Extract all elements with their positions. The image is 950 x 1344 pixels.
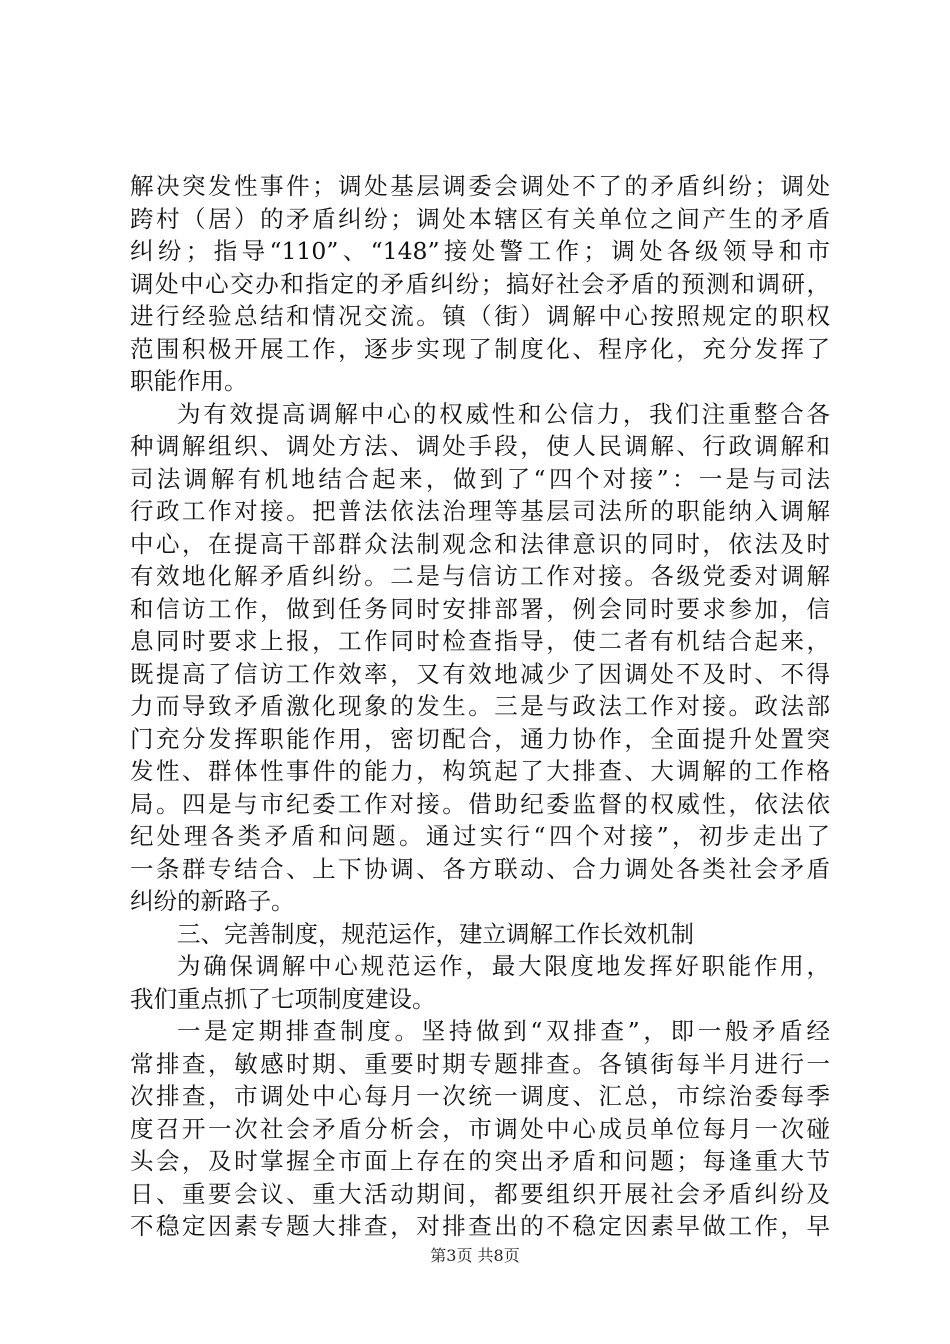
text-line: 纠纷的新路子。: [130, 887, 295, 915]
text-line: 常排查，敏感时期、重要时期专题排查。各镇街每半月进行一: [130, 1049, 830, 1078]
text-line: 局。四是与市纪委工作对接。借助纪委监督的权威性，依法依: [130, 789, 830, 818]
document-body: [130, 170, 830, 1243]
text-line: 次排查，市调处中心每月一次统一调度、汇总，市综治委每季: [130, 1082, 830, 1110]
text-line: 发性、群体性事件的能力，构筑起了大排查、大调解的工作格: [130, 757, 830, 785]
text-line: 为有效提高调解中心的权威性和公信力，我们注重整合各: [177, 399, 830, 428]
text-line: 进行经验总结和情况交流。镇（街）调解中心按照规定的职权: [130, 302, 830, 330]
text-line: 一条群专结合、上下协调、各方联动、合力调处各类社会矛盾: [130, 854, 830, 883]
text-line: 为确保调解中心规范运作，最大限度地发挥好职能作用，: [177, 952, 830, 980]
text-line: 力而导致矛盾激化现象的发生。三是与政法工作对接。政法部: [130, 692, 830, 720]
text-line: 调处中心交办和指定的矛盾纠纷；搞好社会矛盾的预测和调研，: [130, 269, 830, 298]
text-line: 我们重点抓了七项制度建设。: [130, 984, 436, 1013]
text-line: 门充分发挥职能作用，密切配合，通力协作，全面提升处置突: [130, 724, 830, 753]
text-line: 范围积极开展工作，逐步实现了制度化、程序化，充分发挥了: [130, 334, 830, 363]
text-line: 三、完善制度，规范运作，建立调解工作长效机制: [177, 919, 694, 948]
text-line: 解决突发性事件；调处基层调委会调处不了的矛盾纠纷；调处: [130, 172, 830, 200]
page-footer: 第3页 共8页: [430, 1246, 520, 1265]
text-line: 跨村（居）的矛盾纠纷；调处本辖区有关单位之间产生的矛盾: [130, 204, 830, 233]
text-line: 一是定期排查制度。坚持做到“双排查”，即一般矛盾经: [177, 1017, 830, 1045]
text-line: 度召开一次社会矛盾分析会，市调处中心成员单位每月一次碰: [130, 1114, 830, 1143]
text-line: 有效地化解矛盾纠纷。二是与信访工作对接。各级党委对调解: [130, 562, 830, 590]
text-line: 不稳定因素专题大排查，对排查出的不稳定因素早做工作，早: [130, 1212, 830, 1240]
text-line: 日、重要会议、重大活动期间，都要组织开展社会矛盾纠纷及: [130, 1179, 830, 1208]
text-line: 既提高了信访工作效率，又有效地减少了因调处不及时、不得: [130, 659, 830, 688]
text-line: 和信访工作，做到任务同时安排部署，例会同时要求参加，信: [130, 594, 830, 623]
text-line: 头会，及时掌握全市面上存在的突出矛盾和问题；每逢重大节: [130, 1147, 830, 1175]
text-line: 司法调解有机地结合起来，做到了“四个对接”：一是与司法: [130, 464, 830, 493]
text-line: 纠纷；指导“110”、“148”接处警工作；调处各级领导和市: [130, 237, 830, 265]
text-line: 种调解组织、调处方法、调处手段，使人民调解、行政调解和: [130, 432, 830, 460]
text-line: 中心，在提高干部群众法制观念和法律意识的同时，依法及时: [130, 529, 830, 558]
text-line: 纪处理各类矛盾和问题。通过实行“四个对接”，初步走出了: [130, 822, 830, 850]
text-line: 息同时要求上报，工作同时检查指导，使二者有机结合起来，: [130, 627, 830, 655]
text-line: 职能作用。: [130, 367, 248, 395]
text-line: 行政工作对接。把普法依法治理等基层司法所的职能纳入调解: [130, 497, 830, 525]
